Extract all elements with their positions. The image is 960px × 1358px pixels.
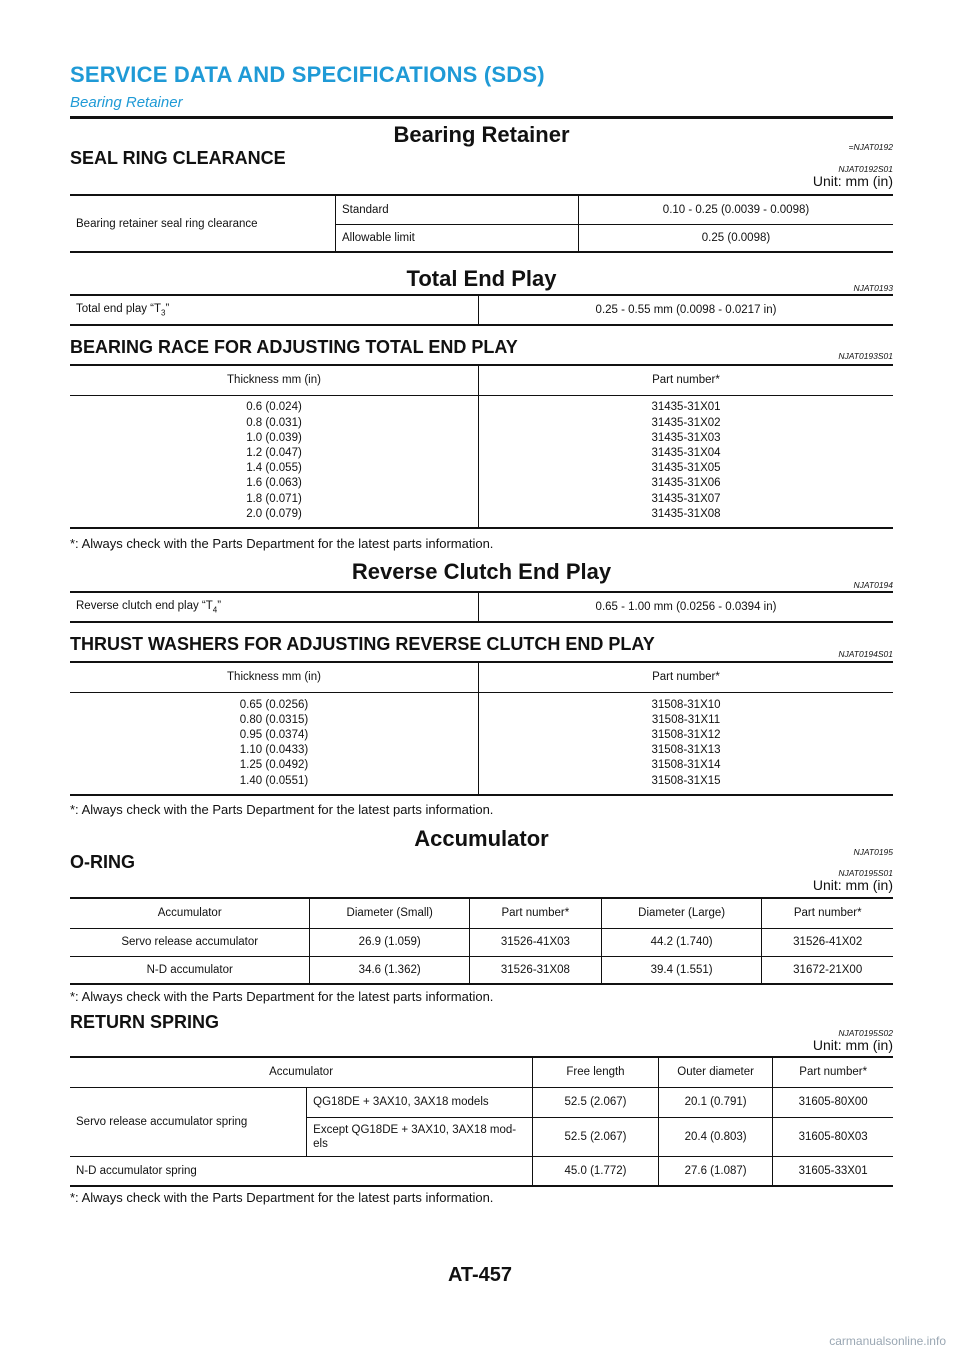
spring-col-free-length: Free length	[533, 1057, 659, 1087]
oring-cell: 26.9 (1.059)	[310, 928, 470, 956]
oring-heading: O-RING	[70, 852, 135, 872]
bearing-race-col-part: Part number*	[479, 365, 894, 395]
thrust-thickness-list	[70, 692, 479, 795]
limit-label: Allowable limit	[336, 224, 579, 252]
return-spring-note: *: Always check with the Parts Department for the latest parts information.	[70, 1190, 494, 1205]
thrust-washers-table	[70, 661, 893, 796]
thrust-col-part: Part number*	[479, 662, 894, 692]
bearing-race-table	[70, 364, 893, 529]
spring-col-accumulator: Accumulator	[70, 1057, 533, 1087]
oring-cell: 34.6 (1.362)	[310, 956, 470, 984]
oring-cell: 39.4 (1.551)	[601, 956, 762, 984]
oring-table	[70, 897, 893, 985]
bearing-race-part-number: 31435-31X02	[651, 416, 721, 429]
spring-cell: 52.5 (2.067)	[533, 1087, 659, 1117]
thrust-col-thickness: Thickness mm (in)	[70, 662, 479, 692]
seal-ring-table	[70, 194, 893, 253]
return-spring-table	[70, 1056, 893, 1187]
limit-value: 0.25 (0.0098)	[701, 231, 771, 244]
thrust-part-number: 31508-31X10	[651, 698, 721, 711]
spring-cell: 27.6 (1.087)	[658, 1156, 773, 1186]
nd-spring-label: N-D accumulator spring	[70, 1156, 533, 1186]
bearing-race-thickness-list	[70, 395, 479, 528]
spring-cell: 20.1 (0.791)	[658, 1087, 773, 1117]
spring-cell: Except QG18DE + 3AX10, 3AX18 mod- els	[307, 1117, 533, 1156]
spring-cell: QG18DE + 3AX10, 3AX18 models	[307, 1087, 533, 1117]
seal-ring-unit: Unit: mm (in)	[812, 173, 893, 189]
accumulator-title: Accumulator	[414, 826, 549, 851]
servo-spring-label: Servo release accumulator spring	[70, 1087, 307, 1156]
standard-value: 0.10 - 0.25 (0.0039 - 0.0098)	[579, 195, 894, 224]
thrust-thickness: 1.10 (0.0433)	[239, 744, 309, 757]
total-end-play-code: NJAT0193	[853, 283, 893, 293]
bearing-race-code: NJAT0193S01	[838, 351, 893, 361]
bearing-retainer-title: Bearing Retainer	[393, 122, 570, 147]
spring-col-outer-diameter: Outer diameter	[658, 1057, 773, 1087]
spring-cell: 31605-33X01	[798, 1164, 868, 1177]
oring-header-cell: Part number*	[469, 898, 601, 928]
thrust-thickness: 0.95 (0.0374)	[239, 729, 309, 742]
seal-ring-code: NJAT0192S01	[838, 164, 893, 174]
oring-header-cell: Diameter (Small)	[310, 898, 470, 928]
return-spring-unit: Unit: mm (in)	[812, 1037, 893, 1053]
reverse-clutch-code: NJAT0194	[853, 580, 893, 590]
oring-code: NJAT0195S01	[838, 868, 893, 878]
total-end-play-value: 0.25 - 0.55 mm (0.0098 - 0.0217 in)	[595, 304, 777, 316]
spring-cell: 31605-80X00	[773, 1087, 893, 1117]
thrust-thickness: 1.40 (0.0551)	[239, 774, 309, 787]
total-end-play-label: Total end play “$T_3$”	[70, 295, 479, 325]
bearing-race-thickness: 0.6 (0.024)	[246, 401, 302, 414]
bearing-race-thickness: 1.2 (0.047)	[246, 447, 302, 460]
spring-cell: 52.5 (2.067)	[533, 1117, 659, 1156]
bearing-race-thickness: 2.0 (0.079)	[246, 507, 302, 520]
seal-ring-clearance-heading: SEAL RING CLEARANCE	[70, 148, 286, 168]
thrust-part-number: 31508-31X14	[651, 759, 721, 772]
bearing-race-part-list	[479, 395, 894, 528]
thrust-part-number: 31508-31X15	[651, 774, 721, 787]
spring-cell: 20.4 (0.803)	[658, 1117, 773, 1156]
bearing-race-thickness: 1.0 (0.039)	[246, 431, 302, 444]
oring-header-cell: Diameter (Large)	[601, 898, 762, 928]
thrust-part-list	[479, 692, 894, 795]
bearing-race-part-number: 31435-31X07	[651, 492, 721, 505]
thrust-thickness: 0.65 (0.0256)	[239, 698, 309, 711]
section-header-title: SERVICE DATA AND SPECIFICATIONS (SDS)	[70, 62, 545, 87]
bearing-race-part-number: 31435-31X08	[651, 507, 721, 520]
thrust-thickness: 1.25 (0.0492)	[239, 759, 309, 772]
thrust-washers-heading: THRUST WASHERS FOR ADJUSTING REVERSE CLUTCH END PLAY	[70, 634, 655, 654]
page-number: AT-457	[447, 1264, 513, 1286]
oring-cell: 31526-41X02	[762, 928, 893, 956]
section-header-subtitle: Bearing Retainer	[70, 94, 183, 111]
standard-label: Standard	[336, 195, 579, 224]
bearing-race-part-number: 31435-31X05	[651, 462, 721, 475]
oring-header-cell: Accumulator	[70, 898, 310, 928]
bearing-race-col-thickness: Thickness mm (in)	[70, 365, 479, 395]
bearing-race-thickness: 1.4 (0.055)	[246, 462, 302, 475]
reverse-clutch-value: 0.65 - 1.00 mm (0.0256 - 0.0394 in)	[595, 601, 777, 613]
bearing-race-part-number: 31435-31X03	[651, 431, 721, 444]
oring-cell: Servo release accumulator	[70, 928, 310, 956]
bearing-race-thickness: 1.6 (0.063)	[246, 477, 302, 490]
oring-header-cell: Part number*	[762, 898, 893, 928]
reverse-clutch-table	[70, 591, 893, 623]
reverse-clutch-title: Reverse Clutch End Play	[351, 559, 612, 584]
reverse-clutch-label: Reverse clutch end play “$T_4$”	[70, 592, 479, 622]
thrust-thickness: 0.80 (0.0315)	[239, 713, 309, 726]
oring-cell: N-D accumulator	[70, 956, 310, 984]
bearing-race-part-number: 31435-31X01	[651, 401, 721, 414]
bearing-retainer-code: =NJAT0192	[848, 142, 893, 152]
thrust-part-number: 31508-31X13	[651, 744, 721, 757]
oring-cell: 31526-41X03	[469, 928, 601, 956]
bearing-race-heading: BEARING RACE FOR ADJUSTING TOTAL END PLAY	[70, 337, 518, 357]
bearing-race-thickness: 0.8 (0.031)	[246, 416, 302, 429]
thrust-washers-code: NJAT0194S01	[838, 649, 893, 659]
oring-unit: Unit: mm (in)	[812, 877, 893, 893]
thrust-washers-note: *: Always check with the Parts Department for the latest parts information.	[70, 802, 494, 817]
seal-ring-item: Bearing retainer seal ring clearance	[70, 195, 336, 252]
bearing-race-thickness: 1.8 (0.071)	[246, 492, 302, 505]
return-spring-code: NJAT0195S02	[838, 1028, 893, 1038]
spring-cell: 31605-80X03	[773, 1117, 893, 1156]
watermark: carmanualsonline.info	[829, 1334, 946, 1348]
total-end-play-title: Total End Play	[406, 266, 557, 291]
accumulator-code: NJAT0195	[853, 847, 893, 857]
thrust-part-number: 31508-31X12	[651, 729, 721, 742]
spring-col-part: Part number*	[773, 1057, 893, 1087]
oring-cell: 31526-31X08	[469, 956, 601, 984]
thrust-part-number: 31508-31X11	[651, 713, 721, 726]
bearing-race-note: *: Always check with the Parts Department for the latest parts information.	[70, 536, 494, 551]
return-spring-heading: RETURN SPRING	[70, 1012, 220, 1032]
bearing-race-part-number: 31435-31X04	[651, 447, 721, 460]
bearing-race-part-number: 31435-31X06	[651, 477, 721, 490]
oring-cell: 44.2 (1.740)	[601, 928, 762, 956]
total-end-play-table	[70, 294, 893, 326]
oring-note: *: Always check with the Parts Department for the latest parts information.	[70, 989, 494, 1004]
spring-cell: 45.0 (1.772)	[533, 1156, 659, 1186]
oring-cell: 31672-21X00	[793, 963, 863, 976]
header-divider	[70, 116, 893, 119]
